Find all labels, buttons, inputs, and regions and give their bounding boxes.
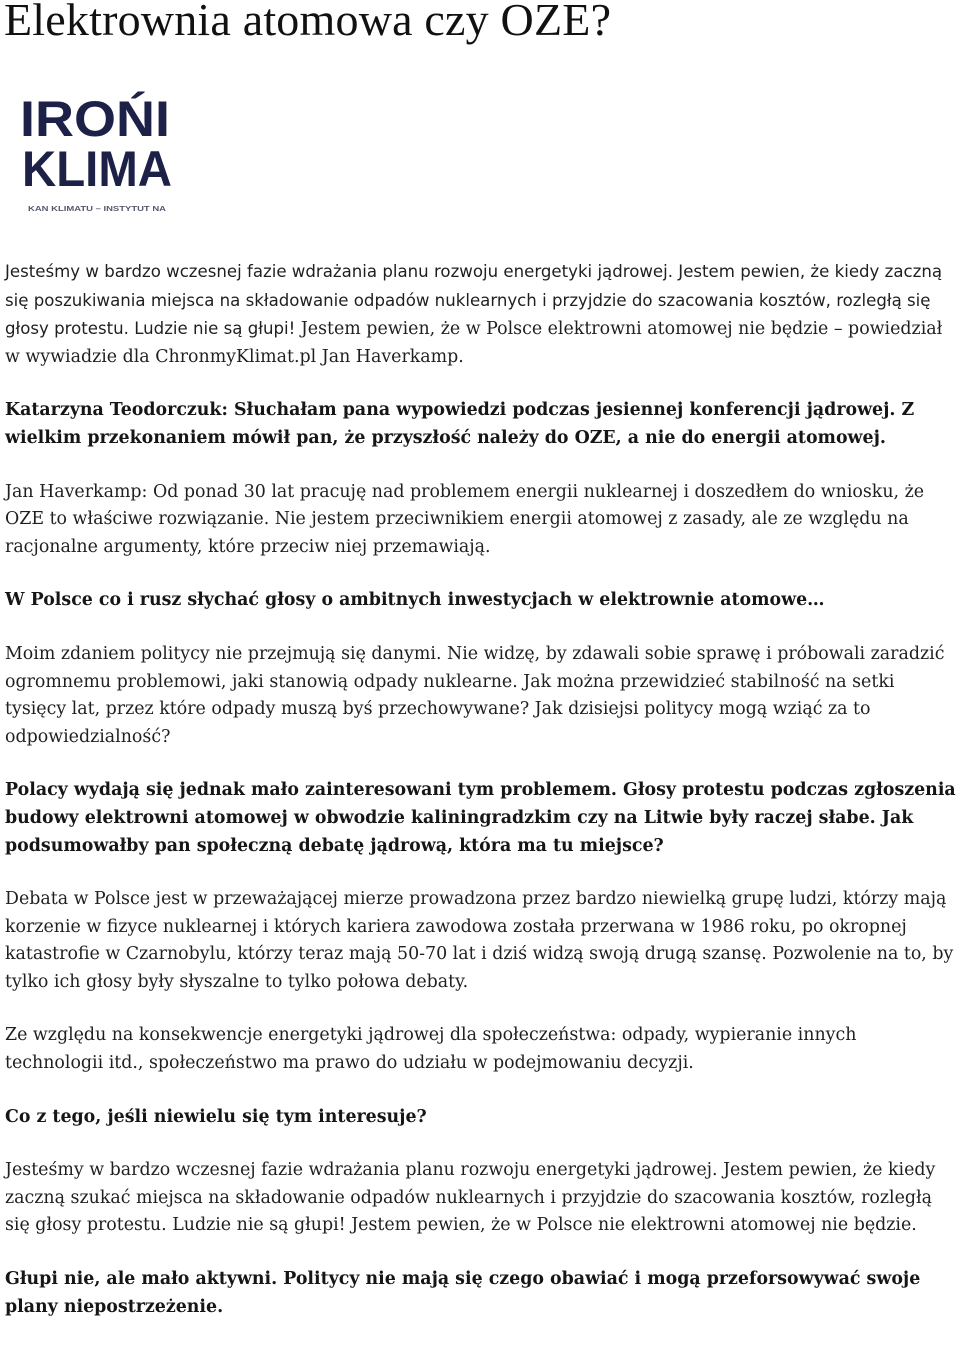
site-logo	[20, 84, 172, 216]
logo-image	[20, 84, 172, 216]
logo-line-1: IROŃI	[20, 91, 170, 147]
intro-lead: Jesteśmy w bardzo wczesnej fazie wdrażania planu rozwoju energetyki jądrowej. Jestem pewien, że kiedy zaczną się poszukiwania miejsca na składowanie odpadów nuklearnych i przyjdzie do szacowania kosztów, rozległą się głosy protestu. Ludzie nie są głupi!	[5, 262, 943, 339]
intro-paragraph	[5, 258, 957, 371]
answer-2: Moim zdaniem politycy nie przejmują się danymi. Nie widzę, by zdawali sobie sprawę i próbowali zaradzić ogromnemu problemowi, jaki stanowią odpady nuklearne. Jak można przewidzieć stabilność na setki tysięcy lat, przez które odpady muszą byś przechowywane? Jak dzisiejsi politycy mogą wziąć za to odpowiedzialność?	[5, 643, 945, 747]
question-2: W Polsce co i rusz słychać głosy o ambitnych inwestycjach w elektrownie atomowe…	[5, 590, 825, 611]
article-body	[5, 258, 957, 1347]
question-5: Głupi nie, ale mało aktywni. Politycy nie mają się czego obawiać i mogą przeforsowywać swoje plany niepostrzeżenie.	[5, 1269, 921, 1317]
answer-4: Jesteśmy w bardzo wczesnej fazie wdrażania planu rozwoju energetyki jądrowej. Jestem pewien, że kiedy zaczną szukać miejsca na składowanie odpadów nuklearnych i przyjdzie do szacowania kosztów, rozległą się głosy protestu. Ludzie nie są głupi! Jestem pewien, że w Polsce nie elektrowni atomowej nie będzie.	[5, 1160, 936, 1236]
answer-3: Debata w Polsce jest w przeważającej mierze prowadzona przez bardzo niewielką grupę ludzi, którzy mają korzenie w fizyce nuklearnej i których kariera zawodowa została przerwana w 1986 roku, po okropnej katastrofie w Czarnobylu, którzy teraz mają 50-70 lat i dziś widzą swoją drugą szansę. Pozwolenie na to, by tylko ich głosy były słyszalne to tylko połowa debaty.	[5, 889, 954, 992]
logo-line-2: KLIMA	[22, 141, 172, 197]
page-title: Elektrownia atomowa czy OZE?	[4, 0, 612, 45]
logo-tagline: KAN KLIMATU – INSTYTUT NA	[28, 206, 166, 213]
question-3: Polacy wydają się jednak mało zainteresowani tym problemem. Głosy protestu podczas zgłoszenia budowy elektrowni atomowej w obwodzie kaliningradzkim czy na Litwie były raczej słabe. Jak podsumowałby pan społeczną debatę jądrową, która ma tu miejsce?	[5, 780, 956, 856]
question-1: Katarzyna Teodorczuk: Słuchałam pana wypowiedzi podczas jesiennej konferencji jądrowej. Z wielkim przekonaniem mówił pan, że przyszłość należy do OZE, a nie do energii atomowej.	[5, 400, 915, 448]
question-4: Co z tego, jeśli niewielu się tym interesuje?	[5, 1106, 427, 1127]
answer-3-continued: Ze względu na konsekwencje energetyki jądrowej dla społeczeństwa: odpady, wypieranie innych technologii itd., społeczeństwo ma prawo do udziału w podejmowaniu decyzji.	[5, 1025, 857, 1074]
intro-rest: Jestem pewien, że w Polsce elektrowni atomowej nie będzie – powiedział w wywiadzie dla ChronmyKlimat.pl Jan Haverkamp.	[5, 319, 943, 367]
answer-1: Jan Haverkamp: Od ponad 30 lat pracuję nad problemem energii nuklearnej i doszedłem do wniosku, że OZE to właściwe rozwiązanie. Nie jestem przeciwnikiem energii atomowej z zasady, ale ze względu na racjonalne argumenty, które przeciw niej przemawiają.	[5, 481, 925, 557]
